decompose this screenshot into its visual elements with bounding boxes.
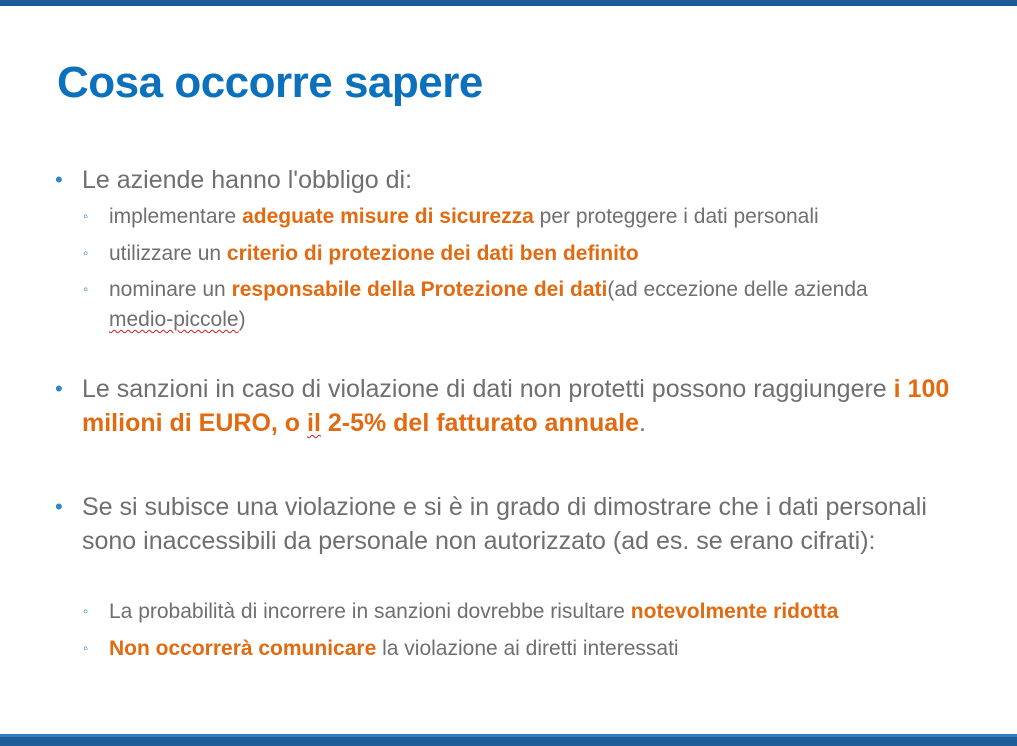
spellcheck-text: il (307, 409, 321, 437)
highlight-text: Non occorrerà comunicare (109, 637, 377, 660)
highlight-text: responsabile della Protezione dei dati (231, 278, 608, 301)
bullet-marker: • (55, 494, 63, 519)
sub-bullet-criteria (83, 239, 989, 269)
sub-bullet-dpo (83, 275, 909, 335)
text: ) (238, 308, 246, 331)
bottom-accent-bar (0, 737, 1017, 746)
sub-bullet-security (83, 202, 989, 232)
highlight-text: notevolmente ridotta (630, 600, 839, 623)
top-accent-bar (0, 0, 1017, 6)
text: Le sanzioni in caso di violazione di dati non protetti possono raggiungere (82, 375, 894, 403)
text: nominare un (109, 278, 232, 301)
text: la violazione ai diretti interessati (376, 637, 679, 660)
bullet-text: Se si subisce una violazione e si è in grado di dimostrare che i dati personali sono inaccessibili da personale non autorizzato (ad es. se erano cifrati): (82, 493, 927, 555)
bullet-obligations (55, 163, 982, 197)
bullet-sanctions (55, 372, 982, 440)
highlight-text: 2-5% del fatturato annuale (320, 409, 640, 437)
bullet-marker: • (55, 167, 63, 192)
sub-bullet-marker: ◦ (83, 208, 89, 225)
sub-bullet-reduced-sanctions (83, 597, 989, 627)
text: La probabilità di incorrere in sanzioni dovrebbe risultare (109, 600, 631, 623)
sub-bullet-marker: ◦ (83, 281, 89, 298)
bullet-text: Le aziende hanno l'obbligo di: (82, 166, 413, 194)
text: implementare (109, 205, 243, 228)
text: . (639, 409, 646, 437)
highlight-text: adeguate misure di sicurezza (242, 205, 534, 228)
text: per proteggere i dati personali (533, 205, 819, 228)
sub-bullet-no-notification (83, 634, 989, 664)
text: utilizzare un (109, 242, 227, 265)
spellcheck-text: medio-piccole (109, 308, 239, 331)
slide-title: Cosa occorre sapere (57, 58, 483, 107)
bullet-marker: • (55, 376, 63, 401)
sub-bullet-marker: ◦ (83, 245, 89, 262)
bullet-breach (55, 490, 982, 558)
text: (ad eccezione delle azienda (607, 278, 868, 301)
sub-bullet-marker: ◦ (83, 640, 89, 657)
sub-bullet-marker: ◦ (83, 603, 89, 620)
highlight-text: i 100 milioni di EURO, o (82, 375, 950, 437)
highlight-text: criterio di protezione dei dati ben definito (226, 242, 639, 265)
